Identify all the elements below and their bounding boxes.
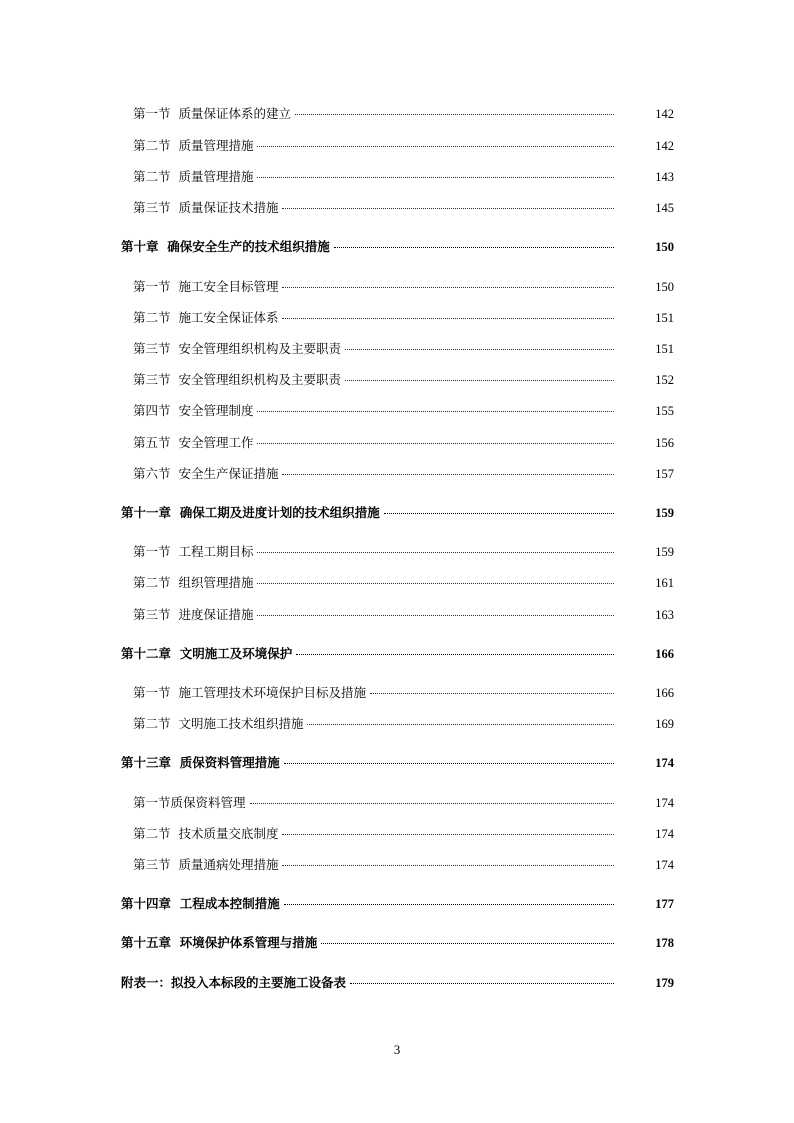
toc-entry-label: 第六节 安全生产保证措施 [133, 466, 279, 481]
dot-leader [307, 723, 614, 725]
toc-entry-label: 第二节 质量管理措施 [133, 169, 254, 184]
toc-entry-label: 第十二章 文明施工及环境保护 [121, 646, 293, 661]
toc-entry-page: 151 [655, 311, 674, 325]
dot-leader [257, 551, 614, 553]
dot-leader [321, 942, 614, 944]
dot-leader [282, 286, 614, 288]
toc-entry-page: 166 [655, 686, 674, 700]
toc-entry[interactable] [0, 308, 794, 326]
toc-entry-page: 174 [655, 796, 674, 810]
dot-leader [345, 379, 614, 381]
toc-entry-label: 第一节 工程工期目标 [133, 544, 254, 559]
toc-entry-page: 174 [655, 756, 674, 770]
toc-entry-label: 第二节 组织管理措施 [133, 575, 254, 590]
toc-entry-label: 第十三章 质保资料管理措施 [121, 755, 280, 770]
toc-entry[interactable] [0, 855, 794, 873]
dot-leader [250, 802, 614, 804]
dot-leader [384, 512, 614, 514]
dot-leader [282, 864, 614, 866]
toc-chapter-entry[interactable] [0, 753, 794, 771]
toc-entry[interactable] [0, 198, 794, 216]
toc-entry-label: 第二节 施工安全保证体系 [133, 310, 279, 325]
dot-leader [350, 982, 614, 984]
toc-chapter-entry[interactable] [0, 973, 794, 991]
toc-entry-label: 第二节 技术质量交底制度 [133, 826, 279, 841]
toc-entry[interactable] [0, 573, 794, 591]
toc-entry-page: 157 [655, 467, 674, 481]
toc-entry-label: 第十章 确保安全生产的技术组织措施 [121, 239, 330, 254]
toc-entry[interactable] [0, 824, 794, 842]
toc-entry-label: 第一节 质量保证体系的建立 [133, 106, 291, 121]
toc-entry[interactable] [0, 464, 794, 482]
page-number: 3 [393, 1042, 401, 1057]
toc-entry-label: 第十四章 工程成本控制措施 [121, 896, 280, 911]
toc-entry[interactable] [0, 793, 794, 811]
toc-entry-label: 第二节 质量管理措施 [133, 138, 254, 153]
toc-entry-page: 159 [655, 545, 674, 559]
toc-entry-page: 174 [655, 827, 674, 841]
toc-entry[interactable] [0, 167, 794, 185]
dot-leader [257, 176, 614, 178]
toc-entry[interactable] [0, 339, 794, 357]
toc-entry-page: 143 [655, 170, 674, 184]
dot-leader [282, 473, 614, 475]
toc-entry-page: 150 [655, 240, 674, 254]
dot-leader [295, 113, 614, 115]
toc-entry[interactable] [0, 104, 794, 122]
dot-leader [257, 614, 614, 616]
toc-entry[interactable] [0, 136, 794, 154]
toc-entry-label: 第三节 质量保证技术措施 [133, 200, 279, 215]
toc-entry-page: 150 [655, 280, 674, 294]
dot-leader [345, 348, 614, 350]
dot-leader [257, 410, 614, 412]
toc-chapter-entry[interactable] [0, 644, 794, 662]
toc-entry-page: 177 [655, 897, 674, 911]
toc-entry-label: 第一节 施工管理技术环境保护目标及措施 [133, 685, 366, 700]
toc-chapter-entry[interactable] [0, 894, 794, 912]
toc-entry-label: 第二节 文明施工技术组织措施 [133, 716, 304, 731]
toc-entry-label: 第一节质保资料管理 [133, 795, 246, 810]
toc-entry-label: 第三节 进度保证措施 [133, 607, 254, 622]
toc-entry-page: 152 [655, 373, 674, 387]
toc-entry-label: 第十一章 确保工期及进度计划的技术组织措施 [121, 505, 380, 520]
toc-entry-page: 156 [655, 436, 674, 450]
toc-chapter-entry[interactable] [0, 237, 794, 255]
dot-leader [284, 762, 614, 764]
toc-entry-label: 第十五章 环境保护体系管理与措施 [121, 935, 318, 950]
toc-entry-page: 163 [655, 608, 674, 622]
toc-entry-page: 161 [655, 576, 674, 590]
toc-entry-page: 159 [655, 506, 674, 520]
toc-entry-page: 145 [655, 201, 674, 215]
toc-entry[interactable] [0, 683, 794, 701]
toc-entry-page: 142 [655, 107, 674, 121]
toc-entry-label: 附表一：拟投入本标段的主要施工设备表 [121, 975, 347, 990]
dot-leader [257, 582, 614, 584]
toc-chapter-entry[interactable] [0, 503, 794, 521]
dot-leader [282, 317, 614, 319]
toc-entry[interactable] [0, 277, 794, 295]
dot-leader [257, 442, 614, 444]
toc-entry-label: 第三节 安全管理组织机构及主要职责 [133, 372, 341, 387]
toc-entry[interactable] [0, 401, 794, 419]
toc-entry-label: 第三节 质量通病处理措施 [133, 857, 279, 872]
toc-entry[interactable] [0, 605, 794, 623]
toc-entry-label: 第四节 安全管理制度 [133, 403, 254, 418]
toc-entry-page: 166 [655, 647, 674, 661]
toc-entry-page: 178 [655, 936, 674, 950]
toc-entry-page: 151 [655, 342, 674, 356]
toc-entry-page: 155 [655, 404, 674, 418]
toc-entry[interactable] [0, 714, 794, 732]
toc-entry[interactable] [0, 433, 794, 451]
dot-leader [284, 903, 614, 905]
toc-entry-label: 第五节 安全管理工作 [133, 435, 254, 450]
toc-entry-page: 174 [655, 858, 674, 872]
dot-leader [334, 246, 614, 248]
toc-chapter-entry[interactable] [0, 933, 794, 951]
dot-leader [296, 653, 614, 655]
toc-entry-label: 第一节 施工安全目标管理 [133, 279, 279, 294]
dot-leader [257, 145, 614, 147]
toc-entry-page: 169 [655, 717, 674, 731]
toc-entry-page: 179 [655, 976, 674, 990]
dot-leader [282, 833, 614, 835]
toc-entry-label: 第三节 安全管理组织机构及主要职责 [133, 341, 341, 356]
toc-entry-page: 142 [655, 139, 674, 153]
toc-entry[interactable] [0, 542, 794, 560]
dot-leader [282, 207, 614, 209]
dot-leader [370, 692, 614, 694]
toc-entry[interactable] [0, 370, 794, 388]
